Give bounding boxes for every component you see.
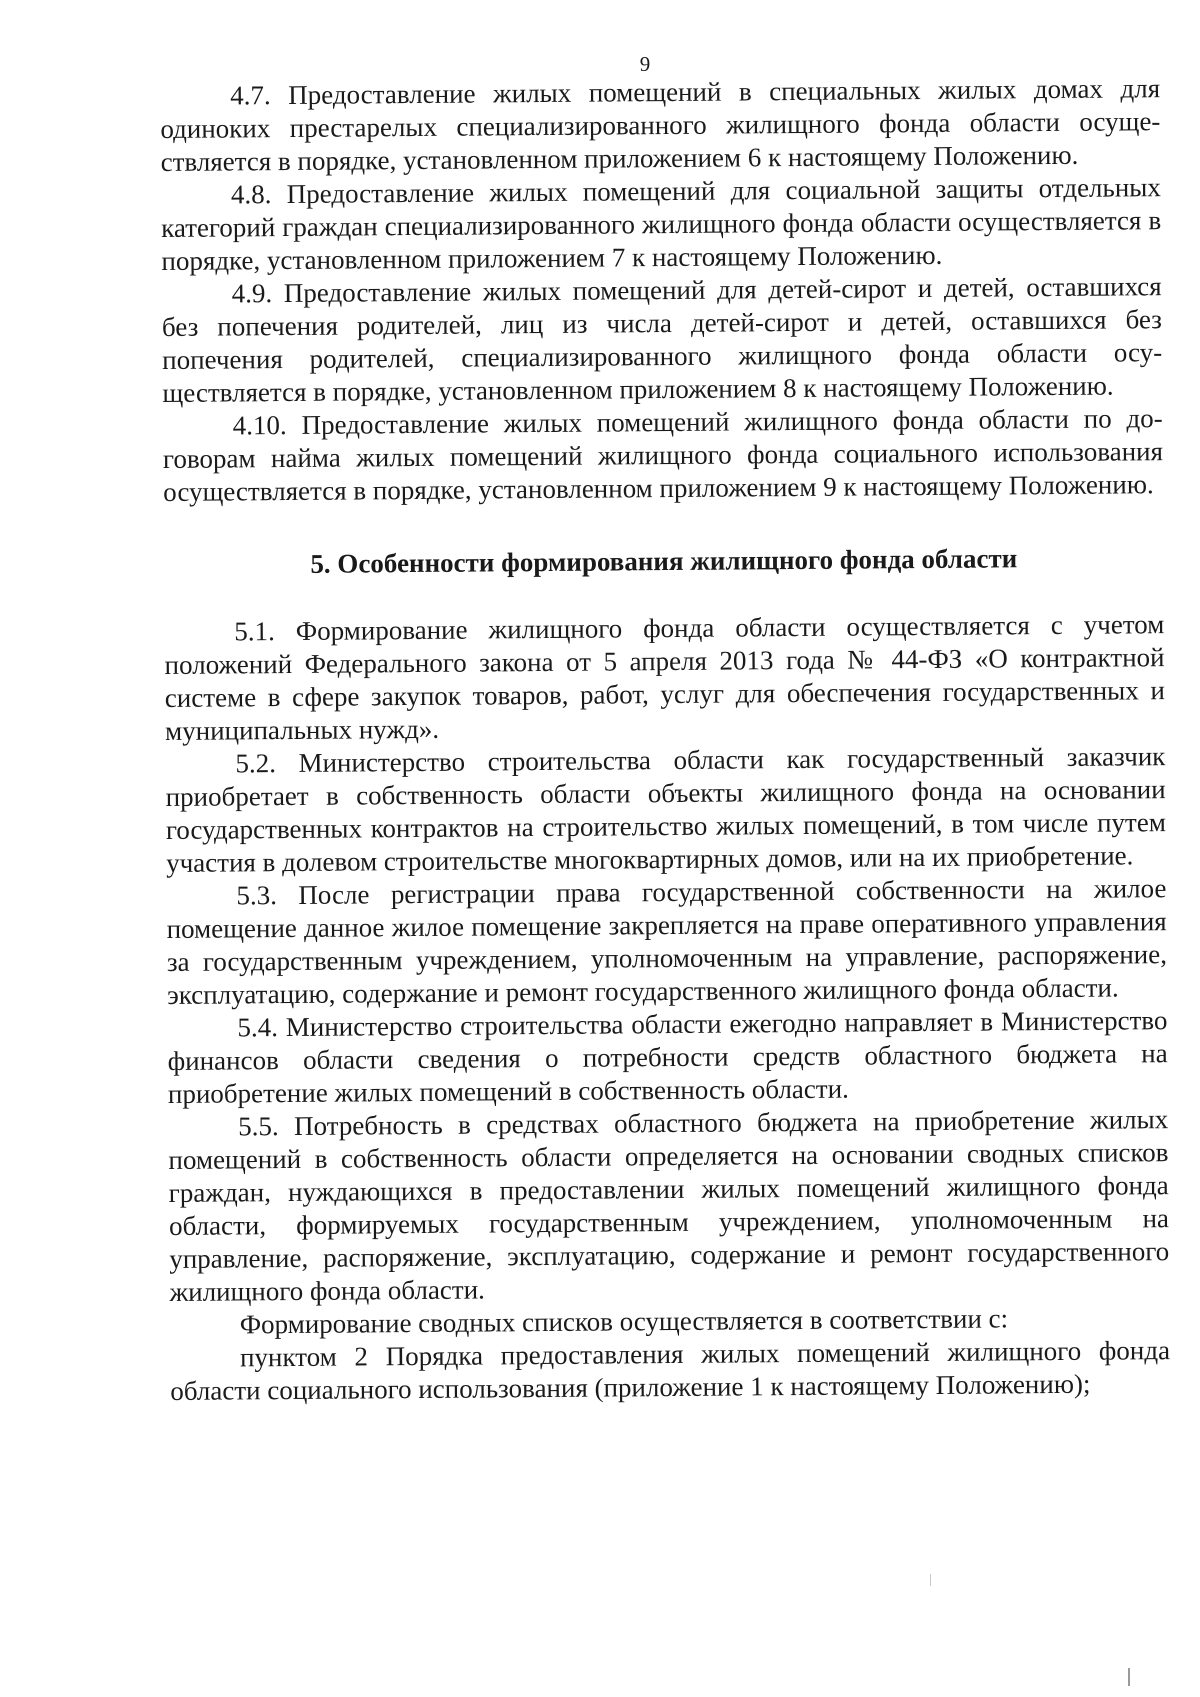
scan-artifact: [1128, 1668, 1130, 1686]
paragraph-lists-intro: Формирование сводных списков осуществляется в соответствии с:: [239, 1303, 1009, 1340]
paragraph-item-2: пунктом 2 Порядка предоставления жилых помещений жилищного фонда области социального использования (приложение 1 к настоящему Положению);: [170, 1335, 1171, 1406]
paragraph-4-9: 4.9. Предоставление жилых помещений для детей-сирот и детей, оставшихся без попечения родителей, лиц из числа детей-сирот и детей, оставшихся без попечения родителей, специализированного жилищного фонда области осуществляется в порядке, установленном приложением 8 к настоящему Положению.: [161, 271, 1163, 408]
scan-artifact: [930, 1574, 931, 1586]
paragraph-5-4: 5.4. Министерство строительства области ежегодно направляет в Министерство финансов области сведения о потребности средств областного бюджета на приобретение жилых помещений в собственность области.: [167, 1005, 1168, 1109]
paragraph-4-8: 4.8. Предоставление жилых помещений для социальной защиты отдельных категорий граждан специализированного жилищного фонда области осуществляется в порядке, установленном приложением 7 к настоящему Положению.: [161, 172, 1162, 276]
paragraph-4-7: 4.7. Предоставление жилых помещений в специальных жилых домах для одиноких престарелых специализированного жилищного фонда области осуществляется в порядке, установленном приложением 6 к настоящему Положению.: [160, 73, 1161, 177]
section-5-heading: 5. Особенности формирования жилищного фонда области: [310, 543, 1018, 579]
paragraph-5-5: 5.5. Потребность в средствах областного бюджета на приобретение жилых помещений в собственность области определяется на основании сводных списков граждан, нуждающихся в предоставлении жилых помещений жилищного фонда области, формируемых государственным учреждением, уполномоченным на управление, распоряжение, эксплуатацию, содержание и ремонт государственного жилищного фонда области.: [168, 1104, 1170, 1307]
document-body: [160, 72, 1170, 1408]
paragraph-5-2: 5.2. Министерство строительства области как государственный заказчик приобретает в собственность области объекты жилищного фонда на основании государственных контрактов на строительство жилых помещений, в том числе путем участия в долевом строительстве многоквартирных домов, или на их приобретение.: [165, 741, 1166, 878]
page-number: 9: [639, 52, 651, 76]
paragraph-5-3: 5.3. После регистрации права государственной собственности на жилое помещение данное жилое помещение закрепляется на праве оперативного управления за государственным учреждением, уполномоченным на управление, распоряжение, эксплуатацию, содержание и ремонт государственного жилищного фонда области.: [166, 873, 1168, 1010]
paragraph-4-10: 4.10. Предоставление жилых помещений жилищного фонда области по договорам найма жилых помещений жилищного фонда социального использования осуществляется в порядке, установленном приложением 9 к настоящему Положению.: [162, 403, 1164, 507]
paragraph-5-1: 5.1. Формирование жилищного фонда области осуществляется с учетом положений Федерального закона от 5 апреля 2013 года № 44-ФЗ «О контрактной системе в сфере закупок товаров, работ, услуг для обеспечения государственных и муниципальных нужд».: [164, 609, 1165, 746]
